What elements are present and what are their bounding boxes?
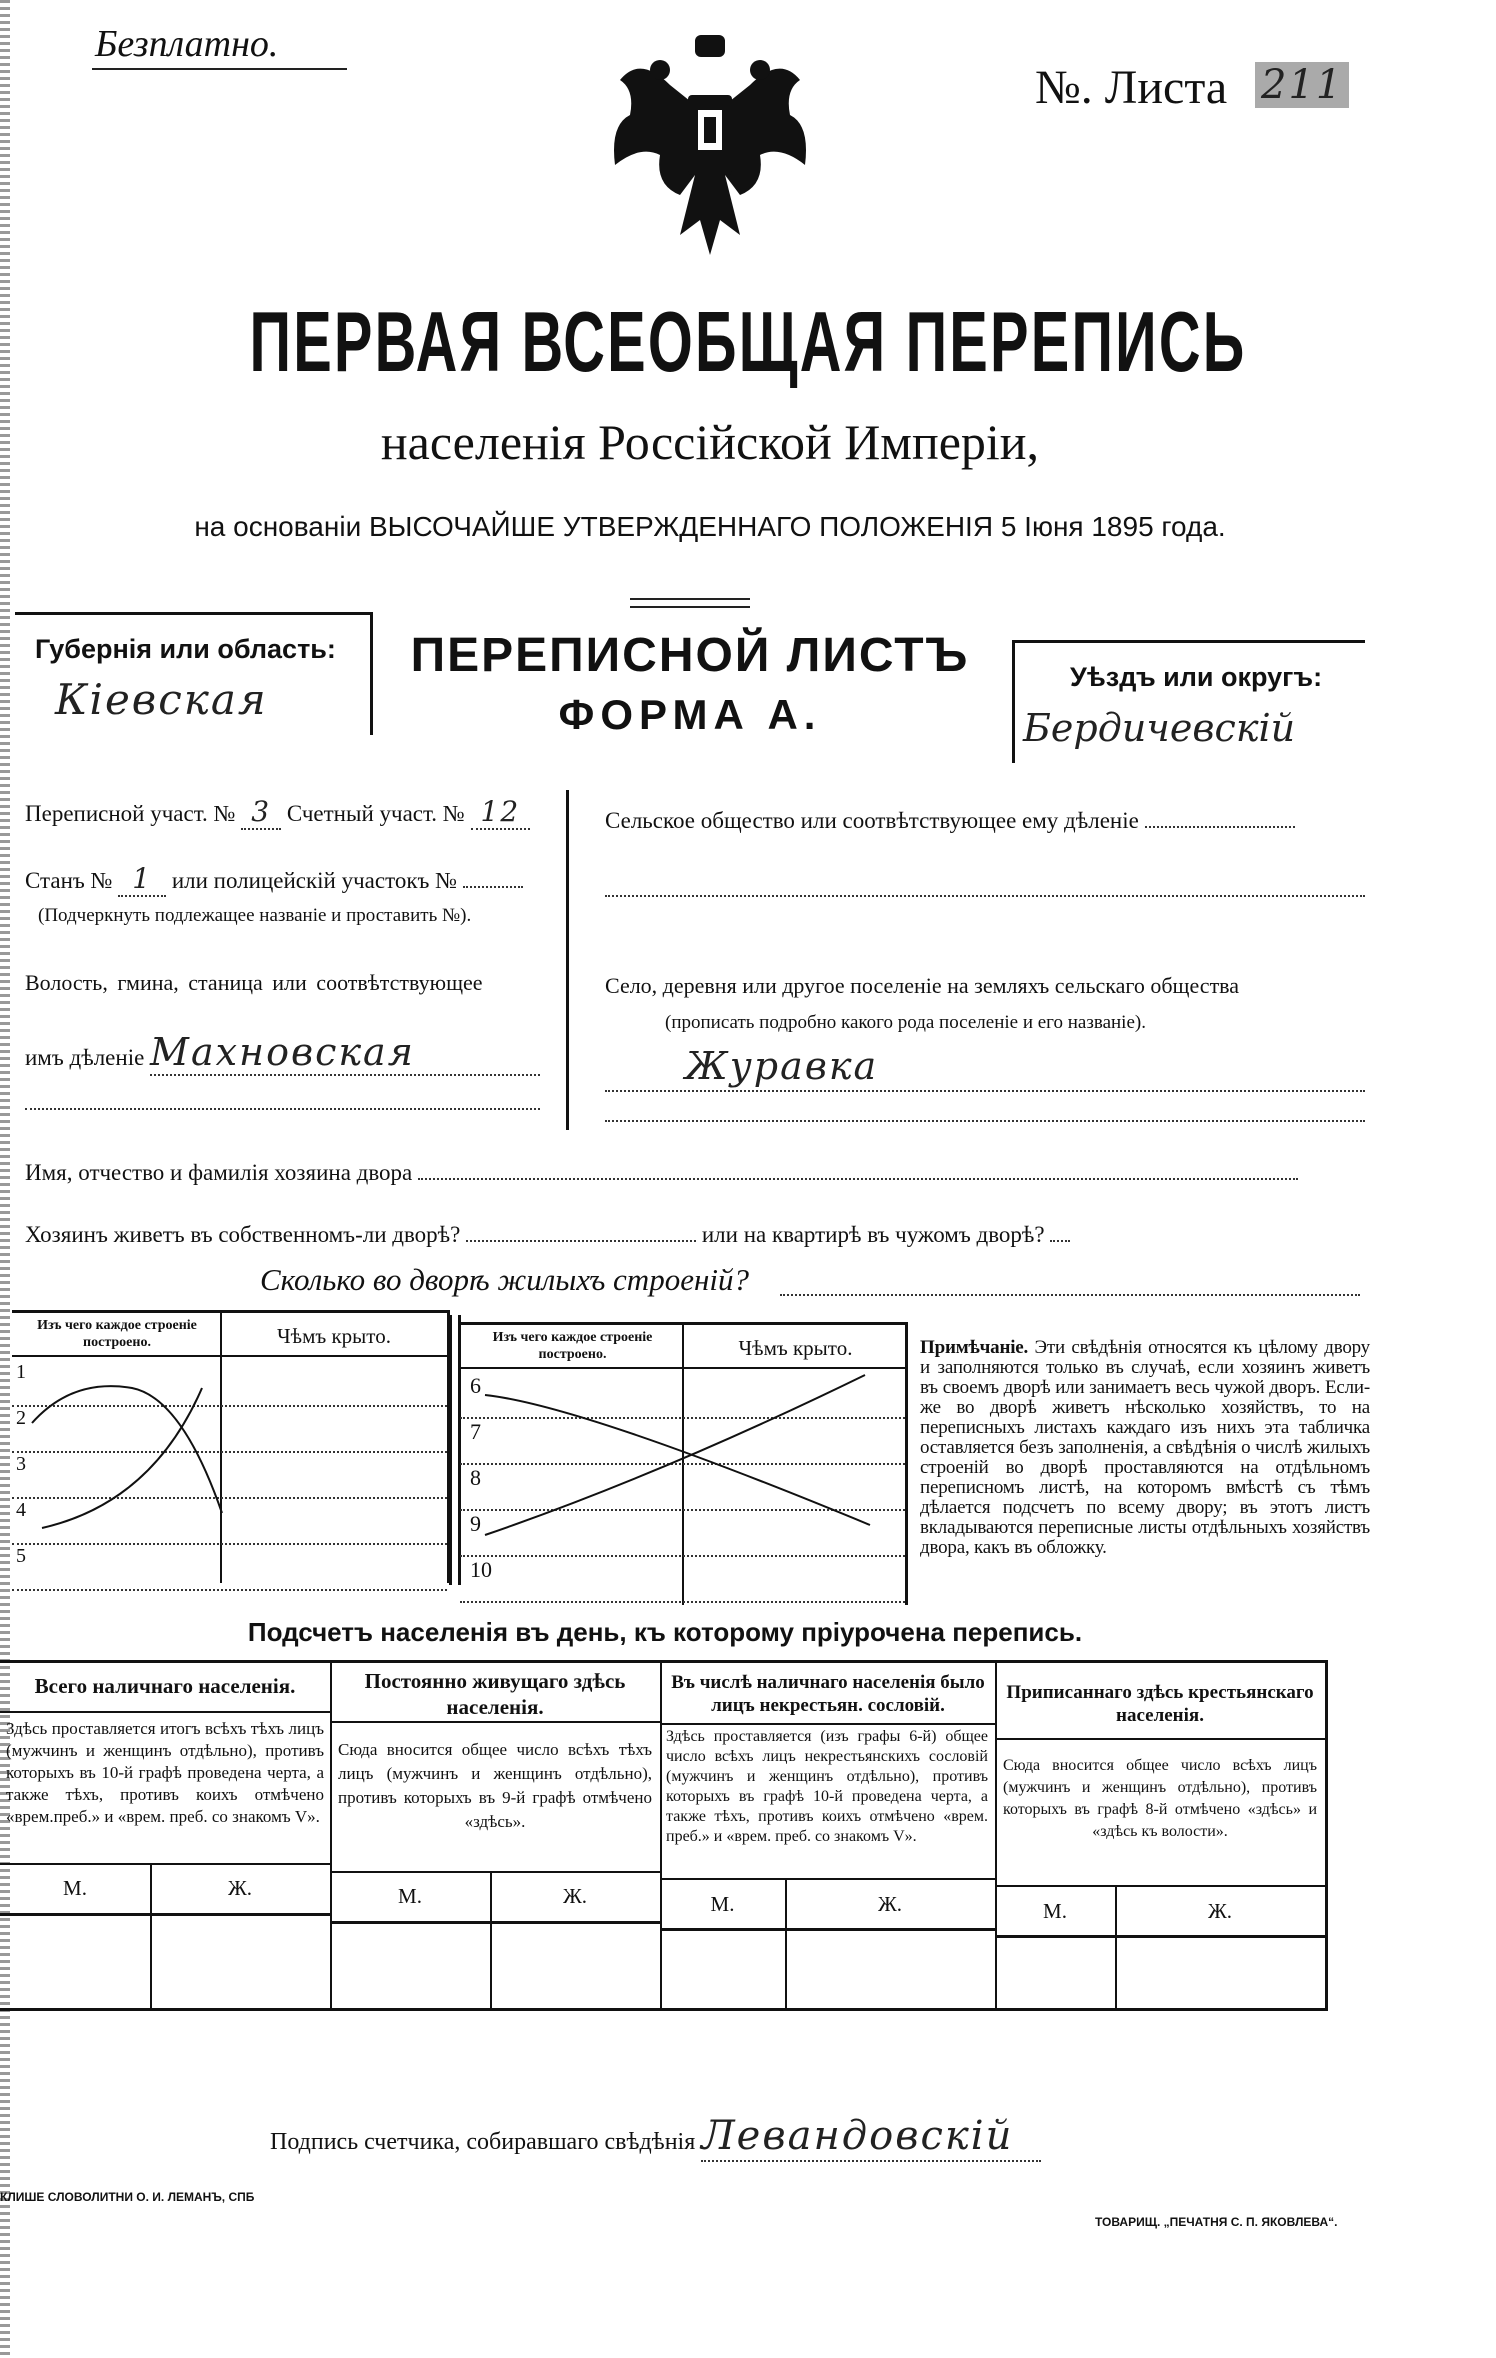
- rule: [995, 1738, 1325, 1740]
- buildings-count-value[interactable]: [780, 1294, 1360, 1296]
- stan-value[interactable]: 1: [118, 862, 166, 897]
- rule: [0, 1863, 330, 1865]
- row-5[interactable]: 5: [12, 1545, 447, 1591]
- count-m-label: М.: [398, 1884, 422, 1908]
- owner-name-label: Имя, отчество и фамилія хозяина двора: [25, 1160, 413, 1185]
- buildings-table-left: [12, 1310, 450, 1583]
- page-title: ПЕРВАЯ ВСЕОБЩАЯ ПЕРЕПИСЬ: [249, 293, 1247, 390]
- signature-value[interactable]: Левандовскій: [701, 2112, 1041, 2162]
- stan-label: Станъ №: [25, 868, 113, 893]
- ornament-divider: [630, 598, 750, 608]
- count-text: Сюда вносится общее число всѣхъ лицъ (мужчинъ и женщинъ отдѣльно), противъ которыхъ въ графѣ 8-й отмѣчено «здѣсь» и «здѣсь къ волости».: [1003, 1757, 1317, 1840]
- free-label: Безплатно.: [95, 23, 279, 65]
- police-label: или полицейскій участокъ №: [171, 868, 458, 893]
- rule: [660, 1723, 995, 1725]
- uezd-box: [1012, 640, 1365, 763]
- signature-label: Подпись счетчика, собиравшаго свѣдѣнія: [270, 2129, 696, 2155]
- count-m-label: М.: [710, 1892, 735, 1916]
- sheet-number-label: №. Листа: [1035, 61, 1228, 114]
- volost-label-2: имъ дѣленіе: [25, 1045, 145, 1070]
- uezd-value[interactable]: Бердичевскій: [1023, 706, 1296, 750]
- form-subtitle: ФОРМА А.: [558, 691, 822, 738]
- count-col-total: [0, 1663, 332, 2008]
- gubernia-label: Губернія или область:: [35, 634, 336, 664]
- counting-district-label: Счетный участ. №: [286, 801, 465, 826]
- count-heading: Постоянно живущаго здѣсь населенія.: [364, 1669, 626, 1719]
- census-district-label: Переписной участ. №: [25, 801, 236, 826]
- row-10[interactable]: 10: [460, 1557, 905, 1603]
- stan-field: [25, 862, 523, 895]
- col-roof-header: Чѣмъ крыто.: [277, 1324, 391, 1348]
- count-m-label: М.: [1043, 1899, 1067, 1923]
- uezd-label: Уѣздъ или округъ:: [1070, 662, 1323, 692]
- col-material-header-right: Изъ чего каждое строеніе построено.: [492, 1330, 653, 1362]
- rule: [330, 1871, 660, 1873]
- row-4[interactable]: 4: [12, 1499, 447, 1545]
- row-6[interactable]: 6: [460, 1373, 905, 1419]
- count-heading: Всего наличнаго населенія.: [34, 1674, 296, 1698]
- rule: [0, 1711, 330, 1713]
- count-col-peasant: [995, 1663, 1325, 2008]
- row-2[interactable]: 2: [12, 1407, 447, 1453]
- society-value[interactable]: [1145, 826, 1295, 828]
- signature-field: [270, 2112, 1041, 2167]
- note-text: Эти свѣдѣнія относятся къ цѣлому двору и заполняются только въ случаѣ, если хозяинъ живетъ въ своемъ дворѣ или занимаетъ весь чужой дворъ. Если-же во дворѣ живетъ нѣсколько хозяйствъ, то на переписныхъ листахъ каждаго изъ нихъ эта табличка оставляется безъ заполненія, а свѣдѣнія о числѣ жилыхъ строеній во дворѣ проставляются на отдѣльномъ переписномъ листѣ, на которомъ вмѣстѣ съ тѣмъ дѣлается подсчетъ по всему двору; въ этотъ листъ вкладываются переписные листы отдѣльныхъ хозяйствъ двора, какъ въ обложку.: [920, 1337, 1370, 1558]
- rule: [995, 1885, 1325, 1887]
- village-value[interactable]: Журавка: [605, 1042, 1365, 1092]
- volost-label: Волость, гмина, станица или соотвѣтствующее: [25, 970, 483, 995]
- printer-right: ТОВАРИЩ. „ПЕЧАТНЯ С. П. ЯКОВЛЕВА“.: [1095, 2215, 1338, 2229]
- gubernia-value[interactable]: Кіевская: [55, 675, 268, 724]
- stan-note: (Подчеркнуть подлежащее названіе и проставить №).: [38, 905, 472, 926]
- owner-rent-label: или на квартирѣ въ чужомъ дворѣ?: [701, 1222, 1045, 1247]
- police-value[interactable]: [463, 886, 523, 888]
- society-field: [605, 808, 1295, 834]
- row-7[interactable]: 7: [460, 1419, 905, 1465]
- count-table: [0, 1660, 1328, 2011]
- strike-through-marks: [12, 1313, 447, 1583]
- free-underline: [92, 68, 347, 70]
- note-title: Примѣчаніе.: [920, 1337, 1029, 1358]
- count-m-value[interactable]: [0, 1915, 150, 2007]
- count-f-value[interactable]: [490, 1923, 660, 2007]
- column-divider: [566, 790, 569, 1130]
- count-f-label: Ж.: [1207, 1899, 1233, 1923]
- owner-own-value[interactable]: [466, 1240, 696, 1242]
- society-extra-line[interactable]: [605, 895, 1365, 897]
- count-heading: Въ числѣ наличнаго населенія было лицъ некрестьян. сословій.: [671, 1672, 985, 1716]
- village-label: Село, деревня или другое поселеніе на земляхъ сельскаго общества: [605, 973, 1240, 998]
- strike-through-marks-right: [460, 1325, 905, 1605]
- buildings-note: [920, 1338, 1370, 1558]
- basis-line: на основаніи ВЫСОЧАЙШЕ УТВЕРЖДЕННАГО ПОЛОЖЕНІЯ 5 Іюня 1895 года.: [194, 511, 1226, 542]
- count-heading: Приписаннаго здѣсь крестьянскаго населенія.: [1006, 1682, 1314, 1726]
- row-1[interactable]: 1: [12, 1361, 447, 1407]
- row-3[interactable]: 3: [12, 1453, 447, 1499]
- count-text: Здѣсь проставляется (изъ графы 6-й) общее число всѣхъ лицъ некрестьянскихъ сословій (мужчинъ и женщинъ отдѣльно), противъ которыхъ въ графѣ 10-й проведена черта, а также тѣхъ, противъ коихъ отмѣчено «врем. преб.» и «врем. преб. со знакомъ V».: [666, 1728, 988, 1845]
- double-headed-eagle-icon: [600, 25, 820, 275]
- census-district-value[interactable]: 3: [241, 795, 281, 830]
- owner-residence-field: [25, 1222, 1070, 1248]
- village-note: (прописать подробно какого рода поселеніе и его названіе).: [665, 1012, 1146, 1033]
- count-m-value[interactable]: [330, 1923, 490, 2007]
- page-subtitle: населенія Россійской Имперіи,: [380, 414, 1040, 470]
- count-text: Здѣсь проставляется итогъ всѣхъ тѣхъ лицъ (мужчинъ и женщинъ отдѣльно), противъ которыхъ въ 10-й графѣ проведена черта, а также тѣхъ, противъ коихъ отмѣчено «врем.преб.» и «врем. преб. со знакомъ V».: [6, 1719, 324, 1826]
- count-title: Подсчетъ населенія въ день, къ которому пріурочена перепись.: [247, 1617, 1083, 1647]
- rule: [660, 1878, 995, 1880]
- row-8[interactable]: 8: [460, 1465, 905, 1511]
- printer-left: КЛИШЕ СЛОВОЛИТНИ О. И. ЛЕМАНЪ, СПБ: [0, 2190, 255, 2204]
- volost-field: [25, 1030, 540, 1076]
- count-f-value[interactable]: [1115, 1937, 1325, 2007]
- sheet-number-value: 211: [1255, 62, 1349, 108]
- row-9[interactable]: 9: [460, 1511, 905, 1557]
- count-col-non-peasant: [660, 1663, 997, 2008]
- owner-own-label: Хозяинъ живетъ въ собственномъ-ли дворѣ?: [25, 1222, 461, 1247]
- census-district-field: [25, 795, 530, 828]
- society-label: Сельское общество или соотвѣтствующее ему дѣленіе: [605, 808, 1139, 833]
- count-m-value[interactable]: [660, 1930, 785, 2007]
- count-f-label: Ж.: [227, 1876, 253, 1900]
- count-f-value[interactable]: [150, 1915, 330, 2007]
- buildings-question: Сколько во дворѣ жилыхъ строеній?: [260, 1262, 749, 1297]
- count-f-label: Ж.: [877, 1892, 903, 1916]
- village-extra-line[interactable]: [605, 1120, 1365, 1122]
- count-col-permanent: [330, 1663, 662, 2008]
- count-f-value[interactable]: [785, 1930, 995, 2007]
- form-title: ПЕРЕПИСНОЙ ЛИСТЪ: [410, 629, 970, 682]
- buildings-table-right: [460, 1322, 908, 1605]
- volost-extra-line[interactable]: [25, 1108, 540, 1110]
- owner-rent-value[interactable]: [1050, 1240, 1070, 1242]
- counting-district-value[interactable]: 12: [471, 795, 531, 830]
- volost-value[interactable]: Махновская: [150, 1030, 540, 1076]
- gubernia-box: [15, 612, 373, 735]
- count-f-label: Ж.: [562, 1884, 588, 1908]
- count-m-value[interactable]: [995, 1937, 1115, 2007]
- count-m-label: М.: [63, 1876, 87, 1900]
- owner-name-field: [25, 1160, 1298, 1186]
- col-roof-header-right: Чѣмъ крыто.: [738, 1336, 853, 1360]
- owner-name-value[interactable]: [418, 1178, 1298, 1180]
- count-text: Сюда вносится общее число всѣхъ тѣхъ лицъ (мужчинъ и женщинъ отдѣльно), противъ которыхъ въ 9-й графѣ отмѣчено «здѣсь».: [338, 1740, 652, 1831]
- rule: [330, 1721, 660, 1723]
- col-material-header: Изъ чего каждое строеніе построено.: [37, 1318, 197, 1350]
